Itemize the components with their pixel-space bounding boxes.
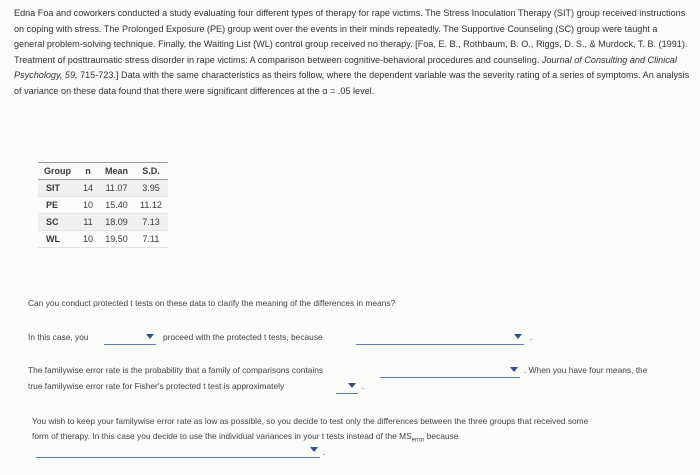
q3-line1: You wish to keep your familywise error rate as low as possible, so you decide to test only the differences between the three groups that received some — [32, 416, 589, 426]
cell-group: WL — [46, 234, 60, 244]
cell-mean: 15.40 — [105, 200, 128, 210]
q2-dropdown-2[interactable] — [336, 380, 358, 394]
chevron-down-icon — [514, 334, 522, 339]
q3-period: . — [323, 447, 326, 457]
cell-n: 10 — [83, 234, 94, 244]
q2-suffix: . When you have four means, the — [524, 365, 648, 375]
cell-group: SC — [46, 217, 59, 227]
q2-period: . — [362, 381, 365, 391]
table-row — [38, 180, 168, 197]
cell-n: 11 — [83, 217, 93, 227]
cell-n: 10 — [83, 200, 94, 210]
cell-mean: 11.07 — [105, 183, 128, 193]
chevron-down-icon — [510, 367, 518, 372]
table-row — [38, 214, 168, 231]
chevron-down-icon — [348, 383, 356, 388]
col-header-n: n — [85, 166, 91, 176]
q1-prefix: In this case, you — [28, 332, 89, 342]
cell-sd: 7.13 — [142, 217, 160, 227]
table-row — [38, 231, 168, 248]
cell-mean: 18.09 — [105, 217, 128, 227]
chevron-down-icon — [146, 334, 154, 339]
q2-prefix: The familywise error rate is the probability that a family of comparisons contains — [28, 365, 324, 375]
q2-line2: true familywise error rate for Fisher's protected t test is approximately — [28, 381, 285, 391]
q3-line2 — [32, 431, 458, 444]
q1-dropdown-1[interactable] — [104, 331, 156, 345]
cell-sd: 3.95 — [142, 183, 160, 193]
cell-group: SIT — [46, 183, 61, 193]
cell-sd: 7.11 — [142, 234, 160, 244]
intro-text: Edna Foa and coworkers conducted a study evaluating four different types of therapy for rape victims. The Stress Inoculation Therapy (SIT) group received instructions on coping with stress. The Prolonged Exposure (PE) group went over the events in their minds repeatedly. The Supportive Counseling (SC) group were taught a general problem-solving technique. Finally, the Waiting List (WL) control group received no therapy. [Foa, E. B., Rothbaum, B. O., Riggs, D. S., & Murdock, T. B. (1991). Treatment of posttraumatic stress disorder in rape victims: A comparison between cognitive-behavioral procedures and counseling. — [14, 8, 688, 65]
q1-middle: proceed with the protected t tests, because — [163, 332, 323, 342]
q1-period: . — [530, 332, 533, 342]
q3-text: form of therapy. In this case you decide to use the individual variances in your t tests instead of the MS — [32, 431, 412, 441]
intro-text-cont: 715-723.] Data with the same characteristics as theirs follow, where the dependent variable was the severity rating of a series of symptoms. An analysis of variance on these data found that there were significant differences at the α = .05 level. — [14, 70, 690, 96]
col-header-sd: S.D. — [142, 166, 160, 176]
q3-dropdown[interactable] — [36, 444, 320, 458]
data-table — [38, 162, 168, 248]
question-text: Can you conduct protected t tests on these data to clarify the meaning of the differences in means? — [28, 298, 396, 308]
chevron-down-icon — [310, 447, 318, 452]
journal-citation: Journal of Consulting and Clinical Psychology, 59, — [14, 54, 677, 81]
cell-mean: 19.50 — [105, 234, 128, 244]
cell-sd: 11.12 — [140, 200, 162, 210]
q3-because: because — [426, 431, 459, 441]
cell-n: 14 — [83, 183, 94, 193]
q2-dropdown-1[interactable] — [380, 364, 520, 378]
col-header-mean: Mean — [105, 166, 129, 176]
problem-intro — [14, 6, 690, 100]
col-header-group: Group — [44, 166, 71, 176]
ms-subscript: error — [411, 437, 425, 444]
q1-dropdown-2[interactable] — [356, 331, 524, 345]
cell-group: PE — [46, 200, 59, 210]
table-row — [38, 197, 168, 214]
